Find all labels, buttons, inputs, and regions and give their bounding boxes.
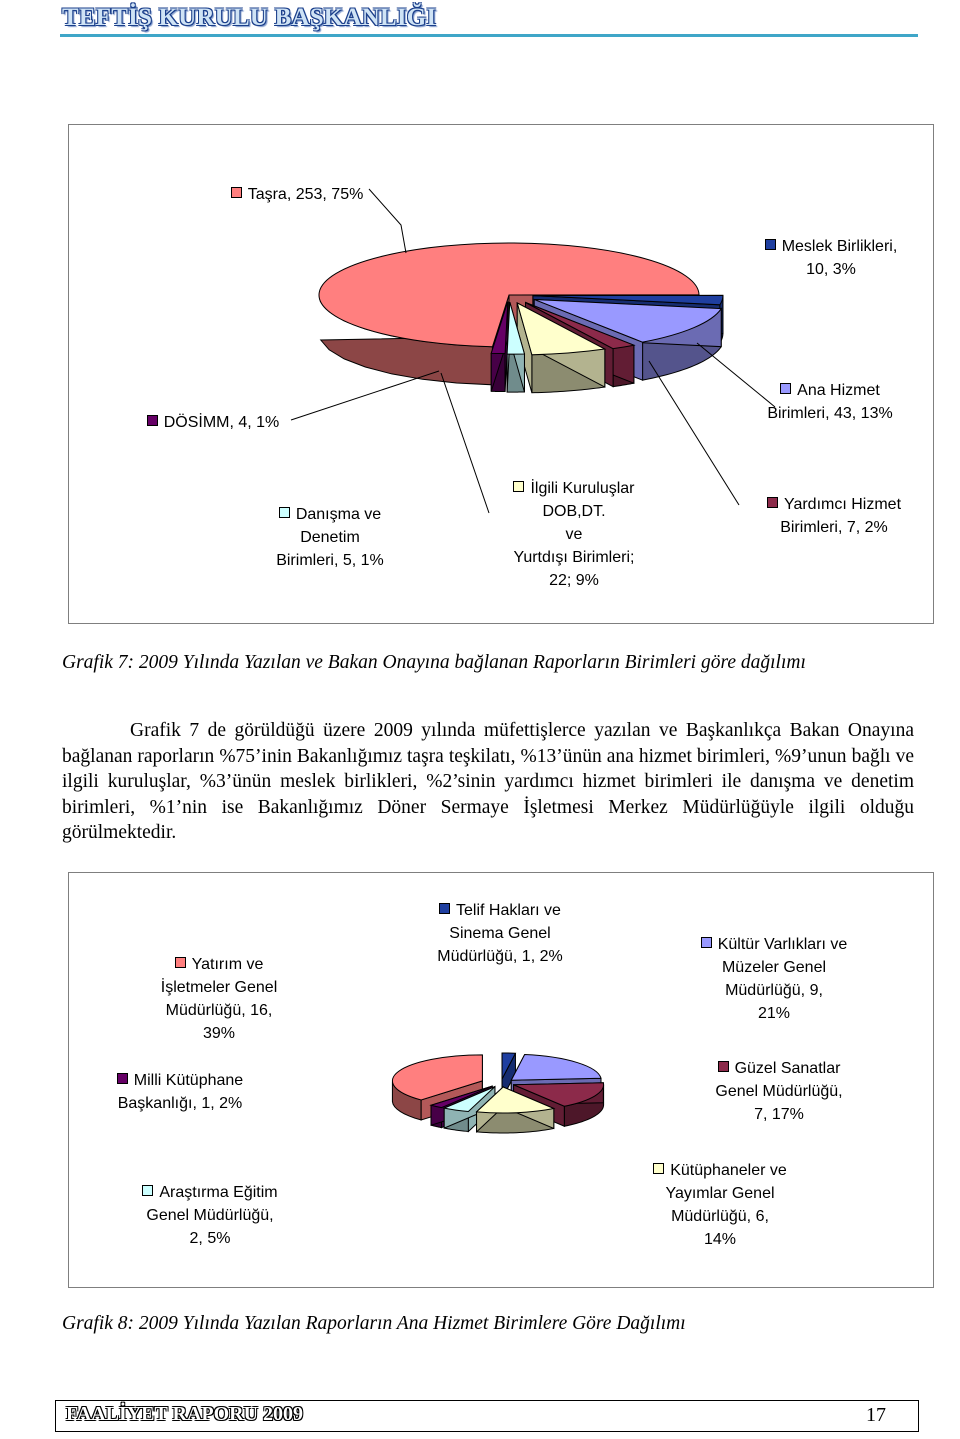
- label-text: İlgili Kuruluşlar: [530, 480, 635, 497]
- label-text: Müdürlüğü, 6,: [671, 1208, 769, 1225]
- label-text: Yardımcı Hizmet: [783, 496, 902, 513]
- chart7-caption: Grafik 7: 2009 Yılında Yazılan ve Bakan Onayına bağlanan Raporların Birimleri göre dağılımı: [62, 652, 806, 673]
- legend-swatch-icon: [513, 481, 524, 492]
- label-text: ve: [565, 526, 583, 543]
- label-text: Ana Hizmet: [797, 382, 880, 399]
- chart7-label-yardimci: [749, 493, 919, 539]
- label-text: Başkanlığı, 1, 2%: [117, 1095, 243, 1112]
- chart7-frame: [68, 124, 934, 624]
- label-text: Müzeler Genel: [721, 959, 827, 976]
- chart7-label-danisma: [245, 503, 415, 572]
- legend-swatch-icon: [701, 937, 712, 948]
- header-title: TEFTİŞ KURULU BAŞKANLIĞI: [62, 4, 437, 31]
- footer-report-title: FAALİYET RAPORU 2009: [66, 1403, 304, 1425]
- chart7-label-meslek: [761, 235, 901, 281]
- label-text: Genel Müdürlüğü,: [146, 1207, 274, 1224]
- label-text: İşletmeler Genel: [160, 979, 278, 996]
- label-text: Meslek Birlikleri,: [781, 238, 898, 255]
- chart8-caption: Grafik 8: 2009 Yılında Yazılan Raporların Ana Hizmet Birimlere Göre Dağılımı: [62, 1313, 686, 1334]
- label-text: Denetim: [300, 529, 360, 546]
- label-text: Yurtdışı Birimleri;: [513, 549, 635, 566]
- label-text: DÖSİMM, 4, 1%: [163, 414, 280, 431]
- label-text: Güzel Sanatlar: [734, 1060, 841, 1077]
- legend-swatch-icon: [718, 1061, 729, 1072]
- label-text: Müdürlüğü, 1, 2%: [437, 948, 563, 965]
- label-text: Sinema Genel: [449, 925, 551, 942]
- chart7-label-ana-hizmet: [745, 379, 915, 425]
- label-text: Birimleri, 5, 1%: [276, 552, 384, 569]
- leader-line: [291, 371, 439, 420]
- legend-swatch-icon: [231, 187, 242, 198]
- leader-line: [441, 373, 489, 513]
- legend-swatch-icon: [765, 239, 776, 250]
- chart8-label-yatirim: [139, 953, 299, 1045]
- legend-swatch-icon: [147, 415, 158, 426]
- label-text: Birimleri, 43, 13%: [767, 405, 893, 422]
- legend-swatch-icon: [142, 1185, 153, 1196]
- legend-swatch-icon: [117, 1073, 128, 1084]
- legend-swatch-icon: [780, 383, 791, 394]
- chart8-label-guzel: [689, 1057, 869, 1126]
- label-text: Taşra, 253, 75%: [247, 186, 364, 203]
- label-text: 7, 17%: [754, 1106, 804, 1123]
- footer-bar: [55, 1400, 919, 1432]
- legend-swatch-icon: [767, 497, 778, 508]
- chart7-label-ilgili: [489, 477, 659, 592]
- label-text: 22; 9%: [549, 572, 599, 589]
- chart8-frame: [68, 872, 934, 1288]
- label-text: DOB,DT.: [542, 503, 606, 520]
- label-text: Yatırım ve: [191, 956, 264, 973]
- chart8-label-kutuphaneler: [635, 1159, 805, 1251]
- page-number: 17: [866, 1404, 886, 1426]
- label-text: Milli Kütüphane: [133, 1072, 244, 1089]
- legend-swatch-icon: [439, 903, 450, 914]
- chart7-label-tasra: [217, 183, 377, 206]
- leader-line: [649, 361, 739, 505]
- legend-swatch-icon: [175, 957, 186, 968]
- label-text: Yayımlar Genel: [665, 1185, 775, 1202]
- pie-slice-kultur-varliklari: [511, 1055, 601, 1081]
- label-text: Birimleri, 7, 2%: [780, 519, 888, 536]
- chart8-label-kultur: [679, 933, 869, 1025]
- label-text: Araştırma Eğitim: [159, 1184, 278, 1201]
- legend-swatch-icon: [279, 507, 290, 518]
- label-text: 10, 3%: [806, 261, 856, 278]
- label-text: Kütüphaneler ve: [670, 1162, 787, 1179]
- label-text: 2, 5%: [189, 1230, 231, 1247]
- label-text: Danışma ve: [295, 506, 382, 523]
- label-text: Telif Hakları ve: [456, 902, 561, 919]
- label-text: 39%: [202, 1025, 236, 1042]
- legend-swatch-icon: [653, 1163, 664, 1174]
- header-rule: [60, 34, 918, 37]
- chart8-label-milli: [95, 1069, 265, 1115]
- label-text: Kültür Varlıkları ve: [717, 936, 848, 953]
- label-text: 21%: [757, 1005, 791, 1022]
- label-text: 14%: [703, 1231, 737, 1248]
- label-text: Genel Müdürlüğü,: [715, 1083, 843, 1100]
- chart8-label-arastirma: [125, 1181, 295, 1250]
- chart8-label-telif: [415, 899, 585, 968]
- label-text: Müdürlüğü, 9,: [725, 982, 823, 999]
- body-paragraph: Grafik 7 de görüldüğü üzere 2009 yılında müfettişlerce yazılan ve Başkanlıkça Bakan Onayına bağlanan raporların %75’inin Bakanlığımız taşra teşkilatı, %13’ünün ana hizmet birimleri, %9’unun bağlı ve ilgili kuruluşlar, %3’ünün meslek birlikleri, %2’sinin yardımcı hizmet birimleri ile danışma ve denetim birimleri, %1’nin ise Bakanlığımız Döner Sermaye İşletmesi Merkez Müdürlüğüyle ilgili olduğu görülmektedir.: [62, 720, 914, 843]
- label-text: Müdürlüğü, 16,: [165, 1002, 273, 1019]
- chart7-label-dosimm: [133, 411, 293, 434]
